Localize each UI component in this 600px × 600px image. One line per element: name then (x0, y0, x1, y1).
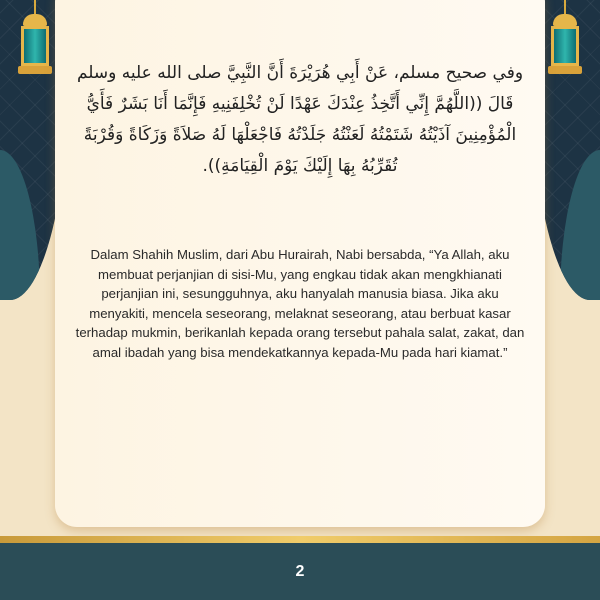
footer-bar (0, 543, 600, 600)
page-number: 2 (295, 562, 305, 580)
translation-text: Dalam Shahih Muslim, dari Abu Hurairah, Nabi bersabda, “Ya Allah, aku membuat perjanjian di sisi-Mu, yang engkau tidak akan mengkhianati perjanjian ini, sesungguhnya, aku hanyalah manusia biasa. Jika aku menyakiti, mencela seseorang, melaknat seseorang, atau berbuat kasar terhadap mukmin, berikanlah kepada orang tersebut pahala salat, zakat, dan amal ibadah yang bisa mendekatkannya kepada-Mu pada hari kiamat.” (75, 247, 525, 360)
gold-divider (0, 536, 600, 543)
lantern-icon (18, 0, 52, 80)
lantern-icon (548, 0, 582, 80)
arabic-hadith-text: وفي صحيح مسلم، عَنْ أَبِي هُرَيْرَةَ أَنَّ النَّبِيَّ صلى الله عليه وسلم قَالَ ((اللَّهُمَّ إِنِّي أَتَّخِذُ عِنْدَكَ عَهْدًا لَنْ تُخْلِفَنِيهِ فَإِنَّمَا أَنَا بَشَرٌ فَأَيُّ الْمُؤْمِنِينَ آذَيْتُهُ شَتَمْتُهُ لَعَنْتُهُ جَلَدْتُهُ فَاجْعَلْهَا لَهُ صَلاَةً وَزَكَاةً وَقُرْبَةً تُقَرِّبُهُ بِهَا إِلَيْكَ يَوْمَ الْقِيَامَةِ)). (76, 63, 524, 176)
